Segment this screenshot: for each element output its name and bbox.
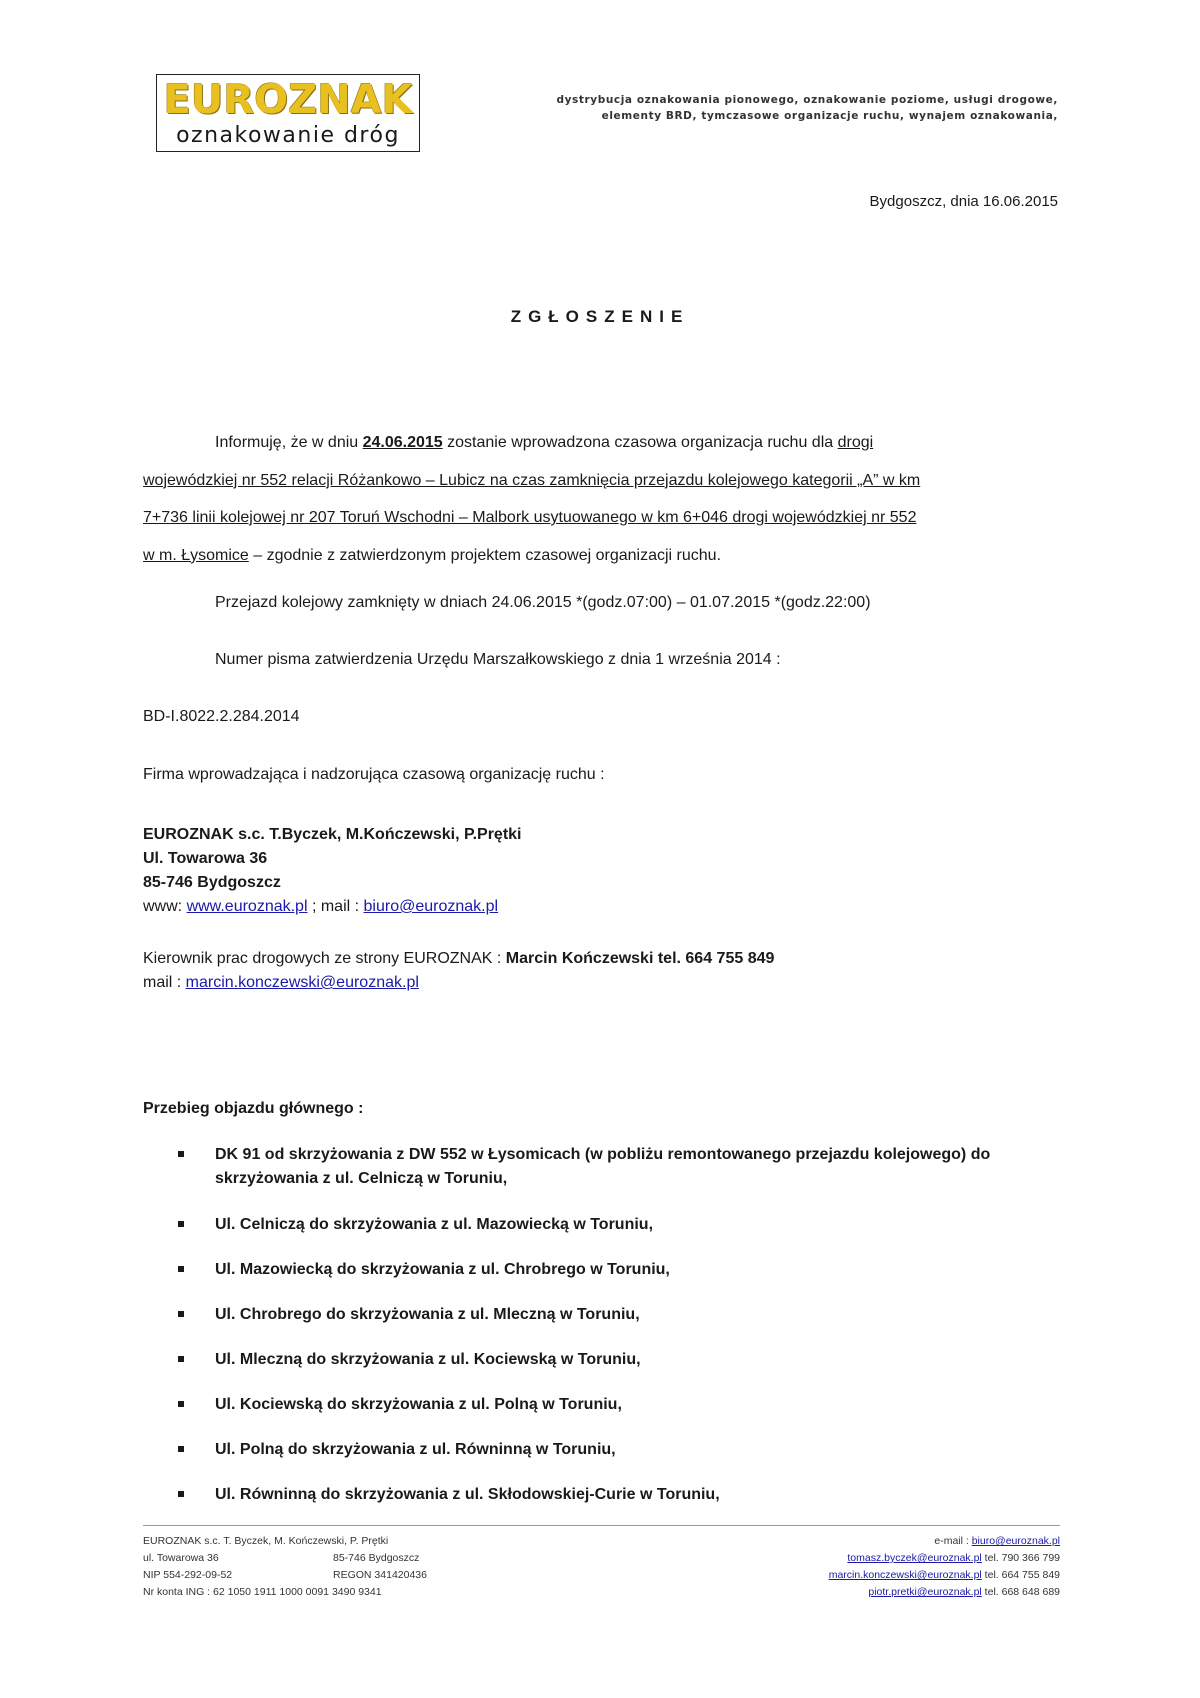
- contact-email-link[interactable]: tomasz.byczek@euroznak.pl: [847, 1552, 982, 1564]
- closure-period: Przejazd kolejowy zamknięty w dniach 24.06.2015 *(godz.07:00) – 01.07.2015 *(godz.22:00): [215, 594, 871, 611]
- bullet-icon: [178, 1356, 184, 1362]
- detour-item-text: DK 91 od skrzyżowania z DW 552 w Łysomicach (w pobliżu remontowanego przejazdu kolejowego) do skrzyżowania z ul. Celniczą w Toruniu,: [215, 1146, 991, 1187]
- bullet-icon: [178, 1446, 184, 1452]
- detour-item-text: Ul. Chrobrego do skrzyżowania z ul. Mleczną w Toruniu,: [215, 1306, 640, 1323]
- footer-email-row: [829, 1533, 1060, 1550]
- detour-item-text: Ul. Polną do skrzyżowania z ul. Równinną w Toruniu,: [215, 1441, 616, 1458]
- intro-line-4: [143, 537, 1063, 575]
- list-item: [178, 1213, 1078, 1237]
- footer-email-label: e-mail :: [934, 1535, 972, 1547]
- footer-contact-row: [829, 1584, 1060, 1601]
- manager-line: [143, 947, 774, 971]
- bullet-icon: [178, 1491, 184, 1497]
- tagline-line-2: elementy BRD, tymczasowe organizacje ruchu, wynajem oznakowania,: [601, 110, 1058, 122]
- website-link[interactable]: www.euroznak.pl: [186, 898, 308, 915]
- footer-street: ul. Towarowa 36: [143, 1552, 219, 1564]
- approval-intro: Numer pisma zatwierdzenia Urzędu Marszałkowskiego z dnia 1 września 2014 :: [215, 651, 781, 668]
- detour-list: [178, 1143, 1078, 1507]
- firm-street: Ul. Towarowa 36: [143, 850, 268, 867]
- detour-heading: Przebieg objazdu głównego :: [143, 1100, 364, 1117]
- intro-road-desc: wojewódzkiej nr 552 relacji Różankowo – Lubicz na czas zamknięcia przejazdu kolejowego kategorii „A” w km: [143, 471, 921, 489]
- intro-line-3: [143, 499, 1063, 537]
- intro-crossing-desc: 7+736 linii kolejowej nr 207 Toruń Wschodni – Malbork usytuowanego w km 6+046 drogi wojewódzkiej nr 552: [143, 509, 917, 526]
- intro-road-start: drogi: [837, 434, 874, 451]
- site-manager: [143, 947, 774, 995]
- contact-email-link[interactable]: piotr.pretki@euroznak.pl: [868, 1586, 982, 1598]
- footer-ids-row: [143, 1567, 483, 1584]
- firm-name: EUROZNAK s.c. T.Byczek, M.Kończewski, P.Prętki: [143, 826, 522, 843]
- list-item: [178, 1303, 1078, 1327]
- firm-contact-line: [143, 895, 522, 919]
- intro-line-2: [143, 462, 1063, 500]
- firm-details: [143, 823, 522, 919]
- list-item: [178, 1258, 1078, 1282]
- approval-number: BD-I.8022.2.284.2014: [143, 708, 300, 725]
- footer-company-info: [143, 1533, 483, 1601]
- intro-text: – zgodnie z zatwierdzonym projektem czasowej organizacji ruchu.: [248, 546, 722, 564]
- footer-company: EUROZNAK s.c. T. Byczek, M. Kończewski, P. Prętki: [143, 1535, 389, 1547]
- list-item: [178, 1348, 1078, 1372]
- contact-phone: tel. 790 366 799: [981, 1552, 1060, 1564]
- bullet-icon: [178, 1401, 184, 1407]
- footer-city: 85-746 Bydgoszcz: [333, 1552, 420, 1564]
- firm-intro: Firma wprowadzająca i nadzorująca czasową organizację ruchu :: [143, 766, 605, 783]
- detour-item-text: Ul. Kociewską do skrzyżowania z ul. Polną w Toruniu,: [215, 1396, 622, 1413]
- intro-line-1: [143, 424, 1063, 462]
- footer-divider: [143, 1525, 1060, 1526]
- manager-name: Marcin Kończewski tel. 664 755 849: [505, 950, 775, 967]
- footer-contact-row: [829, 1550, 1060, 1567]
- footer-address-row: [143, 1550, 483, 1567]
- intro-paragraph: [143, 424, 1063, 574]
- manager-mail-label: mail :: [143, 974, 186, 991]
- footer-contacts: [829, 1533, 1060, 1601]
- detour-item-text: Ul. Mazowiecką do skrzyżowania z ul. Chrobrego w Toruniu,: [215, 1261, 670, 1278]
- header-tagline: [498, 92, 1058, 124]
- footer-email-link[interactable]: biuro@euroznak.pl: [971, 1535, 1060, 1547]
- contact-phone: tel. 668 648 689: [981, 1586, 1060, 1598]
- bullet-icon: [178, 1311, 184, 1317]
- company-logo: [156, 74, 420, 152]
- footer-regon: REGON 341420436: [333, 1569, 427, 1581]
- mail-label: ; mail :: [307, 898, 364, 915]
- contact-email-link[interactable]: marcin.konczewski@euroznak.pl: [828, 1569, 982, 1581]
- footer-bank: Nr konta ING : 62 1050 1911 1000 0091 3490 9341: [143, 1586, 382, 1598]
- manager-email-link[interactable]: marcin.konczewski@euroznak.pl: [185, 974, 419, 991]
- detour-item-text: Ul. Mleczną do skrzyżowania z ul. Kociewską w Toruniu,: [215, 1351, 641, 1368]
- date-line: Bydgoszcz, dnia 16.06.2015: [869, 193, 1058, 210]
- list-item: [178, 1483, 1078, 1507]
- logo-brand-text: EUROZNAK: [163, 77, 413, 123]
- firm-city: 85-746 Bydgoszcz: [143, 874, 281, 891]
- bullet-icon: [178, 1221, 184, 1227]
- detour-item-text: Ul. Celniczą do skrzyżowania z ul. Mazowiecką w Toruniu,: [215, 1216, 654, 1233]
- detour-item-text: Ul. Równinną do skrzyżowania z ul. Skłodowskiej-Curie w Toruniu,: [215, 1486, 720, 1503]
- intro-date: 24.06.2015: [362, 434, 443, 451]
- manager-mail-line: [143, 971, 774, 995]
- bullet-icon: [178, 1266, 184, 1272]
- footer-nip: NIP 554-292-09-52: [143, 1569, 233, 1581]
- intro-text: zostanie wprowadzona czasowa organizacja ruchu dla: [442, 434, 838, 451]
- contact-phone: tel. 664 755 849: [981, 1569, 1060, 1581]
- list-item: [178, 1143, 1078, 1191]
- document-title: ZGŁOSZENIE: [510, 307, 690, 326]
- www-label: www:: [143, 898, 187, 915]
- logo-subtitle: oznakowanie dróg: [176, 123, 400, 148]
- manager-label: Kierownik prac drogowych ze strony EUROZNAK :: [143, 950, 506, 967]
- firm-email-link[interactable]: biuro@euroznak.pl: [363, 898, 499, 915]
- list-item: [178, 1438, 1078, 1462]
- bullet-icon: [178, 1151, 184, 1157]
- intro-location: w m. Łysomice: [143, 546, 249, 564]
- tagline-line-1: dystrybucja oznakowania pionowego, oznakowanie poziome, usługi drogowe,: [556, 94, 1058, 106]
- footer-contact-row: [829, 1567, 1060, 1584]
- list-item: [178, 1393, 1078, 1417]
- intro-text: Informuję, że w dniu: [215, 434, 363, 451]
